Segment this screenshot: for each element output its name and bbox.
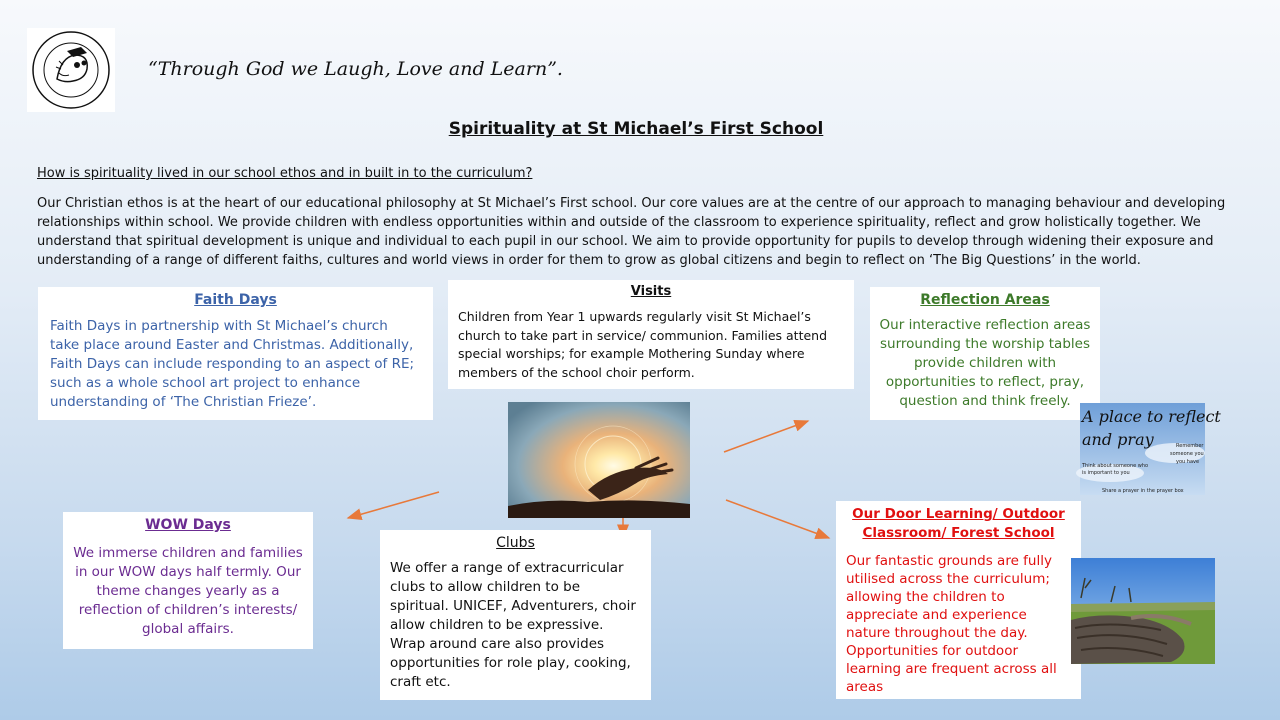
clubs-card (380, 530, 651, 700)
arrow-to-outdoor (726, 500, 829, 538)
reflection-areas-title: Reflection Areas (920, 292, 1050, 308)
reflection-areas-body: Our interactive reflection areas surrounding the worship tables provide children with opportunities to reflect, pray, question and think freely. (879, 317, 1091, 409)
clubs-body: We offer a range of extracurricular clubs to allow children to be spiritual. UNICEF, Adventurers, choir allow children to be expressive. Wrap around care also provides opportunities for role play, cooking, craft etc. (390, 560, 636, 690)
visits-body: Children from Year 1 upwards regularly visit St Michael’s church to take part in service/ communion. Families attend special worships; for example Mothering Sunday where members of the school choir perform. (458, 309, 828, 380)
outdoor-learning-title: Our Door Learning/ Outdoor Classroom/ Forest School (852, 506, 1065, 541)
faith-days-body: Faith Days in partnership with St Michael’s church take place around Easter and Christmas. Additionally, Faith Days can include responding to an aspect of RE; such as a whole school art project to enhance understanding of ‘The Christian Frieze’. (50, 318, 415, 410)
reflection-sign-text5: is important to you (1082, 470, 1130, 476)
intro-paragraph: Our Christian ethos is at the heart of our educational philosophy at St Michael’s First school. Our core values are at the centre of our approach to managing behaviour and developing relationships within school. We provide children with endless opportunities within and outside of the classroom to experience spirituality, reflect and grow holistically together. We understand that spiritual development is unique and individual to each pupil in our school. We aim to provide opportunity for pupils to develop through widening their exposure and understanding of a range of different faiths, cultures and world views in order for them to grow as global citizens and begin to reflect on ‘The Big Questions’ in the world. (37, 196, 1226, 268)
arrow-to-wow (348, 492, 439, 518)
school-crest-icon (29, 29, 113, 111)
outdoor-learning-body: Our fantastic grounds are fully utilised across the curriculum; allowing the children to appreciate and experience nature throughout the day. Opportunities for outdoor learning are frequent across all areas (846, 553, 1057, 695)
visits-card (448, 280, 854, 389)
forest-school-photo (1071, 558, 1215, 664)
reflection-sign-text2: someone you (1170, 451, 1204, 457)
hands-sunset-photo (508, 402, 690, 518)
wow-days-title: WOW Days (145, 517, 231, 533)
intro-question: How is spirituality lived in our school ethos and in built in to the curriculum? (37, 166, 533, 181)
reflection-sign-heading-line1: A place to reflect (1082, 407, 1221, 426)
reflection-sign-photo (1080, 403, 1221, 495)
school-logo (27, 28, 115, 112)
reflection-sign-text3: you have (1176, 459, 1200, 465)
clubs-title: Clubs (496, 535, 535, 551)
page-title: Spirituality at St Michael’s First School (448, 119, 824, 139)
faith-days-card (38, 287, 433, 420)
wow-days-body: We immerse children and families in our WOW days half termly. Our theme changes yearly as a reflection of children’s interests/ global affairs. (73, 545, 303, 637)
reflection-areas-card (870, 287, 1100, 420)
reflection-sign-text1: Remember (1176, 443, 1204, 449)
reflection-sign-text6: Share a prayer in the prayer box (1102, 488, 1184, 494)
arrow-to-reflection (724, 421, 808, 452)
outdoor-learning-card (836, 501, 1081, 699)
wow-days-card (63, 512, 313, 649)
reflection-sign-text4: Think about someone who (1082, 463, 1149, 469)
faith-days-title: Faith Days (194, 292, 277, 308)
visits-title: Visits (630, 284, 672, 299)
reflection-sign-heading-line2: and pray (1082, 430, 1154, 449)
school-motto: “Through God we Laugh, Love and Learn”. (148, 58, 563, 80)
